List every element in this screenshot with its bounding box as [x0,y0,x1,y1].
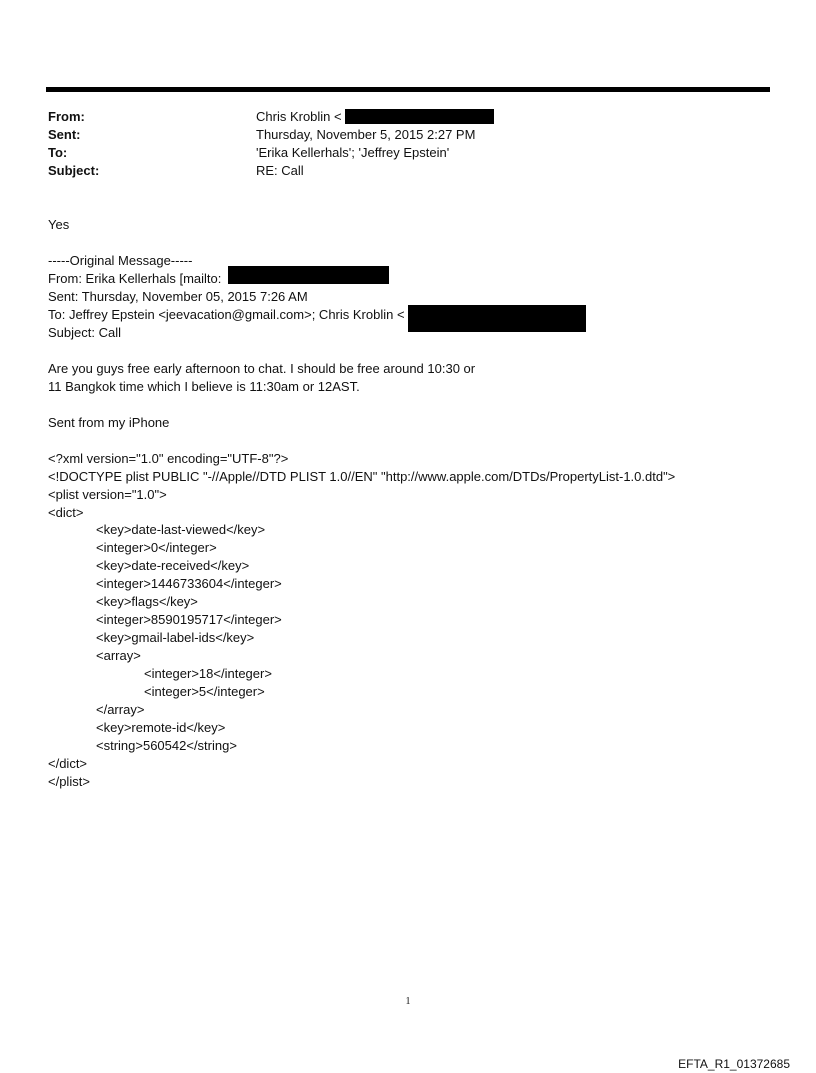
signature-line: Sent from my iPhone [48,415,170,430]
subject-label: Subject: [48,163,100,178]
document-id: EFTA_R1_01372685 [678,1057,790,1071]
plist-key-date-last-viewed: <key>date-last-viewed</key> [96,522,266,537]
to-label: To: [48,145,68,160]
message-body-line-1: Are you guys free early afternoon to chat. I should be free around 10:30 or [48,361,476,376]
plist-xml-declaration: <?xml version="1.0" encoding="UTF-8"?> [48,451,289,466]
from-label: From: [48,109,85,124]
array-item-1: <integer>18</integer> [144,666,272,681]
original-subject: Subject: Call [48,325,121,340]
to-value: 'Erika Kellerhals'; 'Jeffrey Epstein' [256,145,450,160]
sent-label: Sent: [48,127,81,142]
original-divider: -----Original Message----- [48,253,193,268]
plist-value-date-received: <integer>1446733604</integer> [96,576,282,591]
dict-open-tag: <dict> [48,505,84,520]
original-to: To: Jeffrey Epstein <jeevacation@gmail.com>; Chris Kroblin < [48,307,405,322]
redaction-from-email [345,109,494,124]
plist-key-gmail-label-ids: <key>gmail-label-ids</key> [96,630,255,645]
array-close-tag: </array> [96,702,145,717]
dict-close-tag: </dict> [48,756,88,771]
array-open-tag: <array> [96,648,141,663]
from-value: Chris Kroblin < [256,109,342,124]
page-number: 1 [405,996,411,1007]
plist-value-date-last-viewed: <integer>0</integer> [96,540,217,555]
plist-key-remote-id: <key>remote-id</key> [96,720,226,735]
redaction-original-to-email [408,305,586,332]
subject-value: RE: Call [256,163,304,178]
original-sent: Sent: Thursday, November 05, 2015 7:26 AM [48,289,308,304]
plist-value-flags: <integer>8590195717</integer> [96,612,282,627]
original-from: From: Erika Kellerhals [mailto: [48,271,222,286]
sent-value: Thursday, November 5, 2015 2:27 PM [256,127,476,142]
plist-key-flags: <key>flags</key> [96,594,198,609]
redaction-original-from-email [228,266,389,284]
header-rule [46,87,770,92]
plist-open-tag: <plist version="1.0"> [48,487,167,502]
plist-key-date-received: <key>date-received</key> [96,558,250,573]
plist-doctype: <!DOCTYPE plist PUBLIC "-//Apple//DTD PLIST 1.0//EN" "http://www.apple.com/DTDs/PropertyList-1.0.dtd"> [48,469,676,484]
plist-value-remote-id: <string>560542</string> [96,738,237,753]
array-item-2: <integer>5</integer> [144,684,265,699]
reply-text: Yes [48,217,70,232]
plist-close-tag: </plist> [48,774,90,789]
message-body-line-2: 11 Bangkok time which I believe is 11:30am or 12AST. [48,379,360,394]
